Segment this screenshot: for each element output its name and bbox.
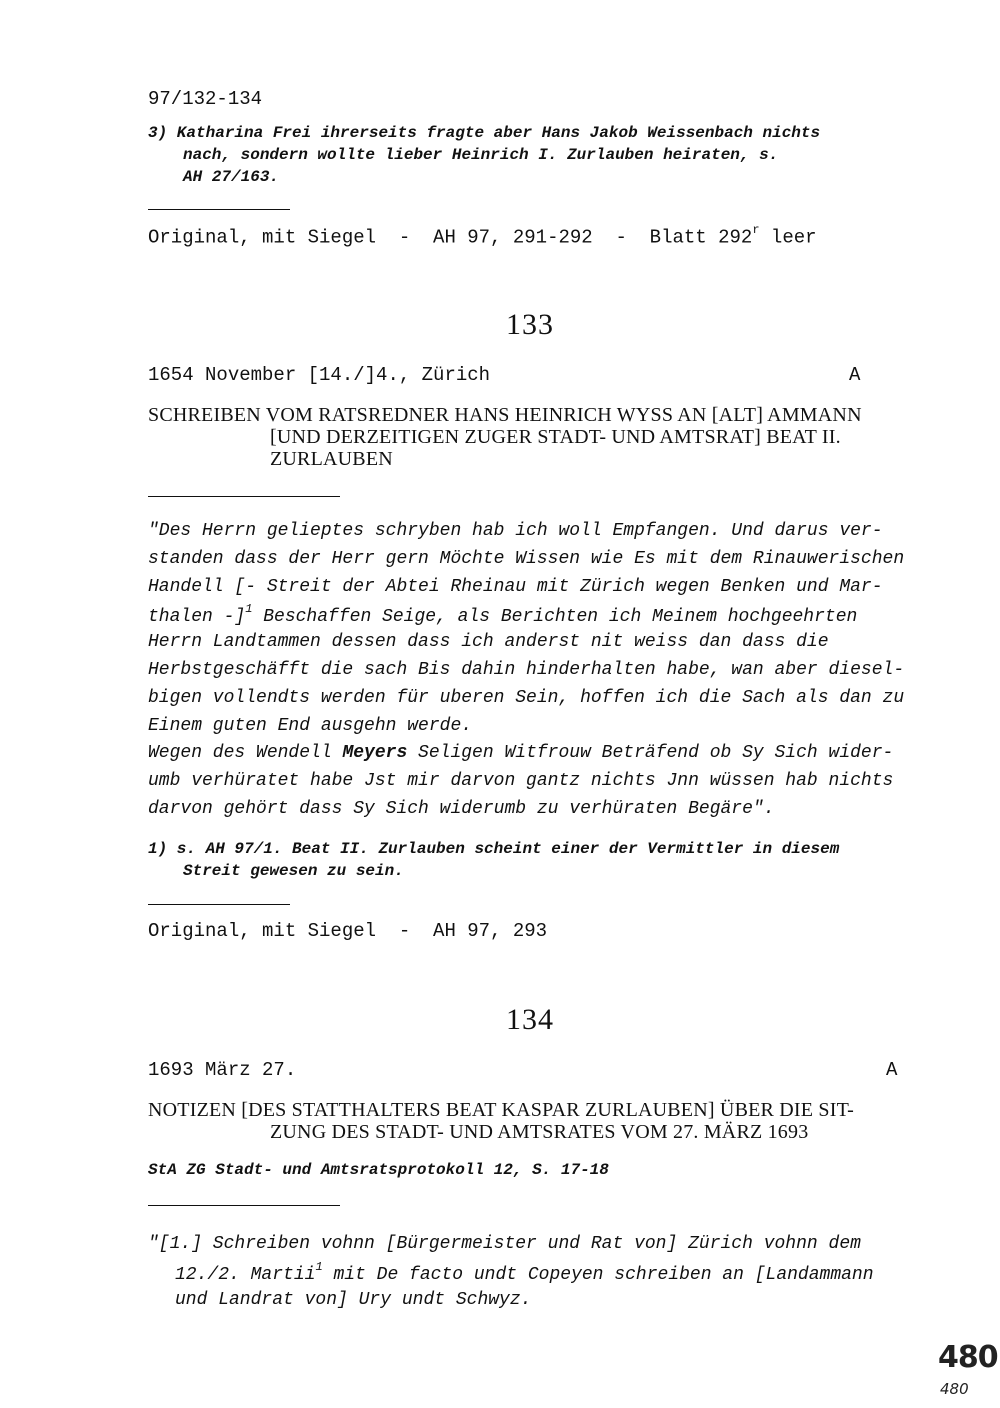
text-line: Herbstgeschäfft die sach Bis dahin hinderhalten habe, wan aber diesel- [148, 660, 905, 680]
text-line-bold: Meyers [342, 743, 408, 763]
text-line-part: mit De facto undt Copeyen schreiben an [Landammann [322, 1265, 874, 1285]
archival-source: StA ZG Stadt- und Amtsratsprotokoll 12, S. 17-18 [148, 1161, 609, 1179]
source-note-132-suffix: leer [759, 226, 817, 249]
separator-rule [148, 496, 340, 497]
document-date: 1693 März 27. [148, 1059, 297, 1081]
handwritten-page-number-small: 480 [940, 1380, 969, 1398]
source-note-132-sup: r [752, 223, 760, 237]
text-line-part: Seligen Witfrouw Beträfend ob Sy Sich wider- [407, 743, 894, 763]
separator-rule [148, 1205, 340, 1206]
text-line-part: 12./2. Martii [175, 1265, 316, 1285]
text-line: und Landrat von] Ury undt Schwyz. [175, 1290, 532, 1310]
source-note-132 [148, 225, 817, 248]
text-line: "Des Herrn gelieptes schryben hab ich woll Empfangen. Und darus ver- [148, 521, 883, 541]
footnote-ref: 1 [245, 602, 253, 616]
separator-rule [148, 904, 290, 905]
text-line: Einem guten End ausgehn werde. [148, 716, 473, 736]
footnote-3-line3: AH 27/163. [183, 168, 280, 186]
document-title-line1: SCHREIBEN VOM RATSREDNER HANS HEINRICH WYSS AN [ALT] AMMANN [148, 404, 862, 426]
document-date-place: 1654 November [14./]4., Zürich [148, 364, 491, 386]
text-line [175, 1262, 874, 1285]
document-title-line2: [UND DERZEITIGEN ZUGER STADT- UND AMTSRAT] BEAT II. [270, 426, 841, 448]
separator-rule [148, 209, 290, 210]
document-marker: A [849, 364, 861, 386]
source-note-132-text: Original, mit Siegel - AH 97, 291-292 - Blatt 292 [148, 226, 753, 249]
document-title-line2: ZUNG DES STADT- UND AMTSRATES VOM 27. MÄRZ 1693 [270, 1121, 809, 1143]
document-number-133: 133 [506, 308, 554, 341]
document-title-line1: NOTIZEN [DES STATTHALTERS BEAT KASPAR ZURLAUBEN] ÜBER DIE SIT- [148, 1099, 855, 1121]
text-line [148, 604, 857, 627]
footnote-1-line1: 1) s. AH 97/1. Beat II. Zurlauben scheint einer der Vermittler in diesem [148, 840, 840, 858]
handwritten-page-number: 480 [938, 1340, 998, 1375]
text-line: standen dass der Herr gern Möchte Wissen wie Es mit dem Rinauwerischen [148, 549, 905, 569]
text-line: bigen vollendts werden für uberen Sein, hoffen ich die Sach als dan zu [148, 688, 905, 708]
document-marker: A [886, 1059, 898, 1081]
footnote-3-line1: 3) Katharina Frei ihrerseits fragte aber Hans Jakob Weissenbach nichts [148, 124, 821, 142]
text-line-part: Wegen des Wendell [148, 743, 343, 763]
text-line-part: Beschaffen Seige, als Berichten ich Meinem hochgeehrten [252, 607, 858, 627]
text-line: Handell [- Streit der Abtei Rheinau mit Zürich wegen Benken und Mar- [148, 577, 883, 597]
text-line: umb verhüratet habe Jst mir darvon gantz nichts Jnn wüssen hab nichts [148, 771, 894, 791]
text-line: "[1.] Schreiben vohnn [Bürgermeister und Rat von] Zürich vohnn dem [148, 1234, 861, 1254]
document-number-134: 134 [506, 1003, 554, 1036]
text-line [148, 743, 893, 763]
footnote-ref: 1 [315, 1260, 323, 1274]
page-reference: 97/132-134 [148, 88, 263, 110]
text-line: Herrn Landtammen dessen dass ich anderst nit weiss dan dass die [148, 632, 829, 652]
footnote-1-line2: Streit gewesen zu sein. [183, 862, 404, 880]
document-title-line3: ZURLAUBEN [270, 448, 393, 470]
text-line-part: thalen -] [148, 607, 246, 627]
footnote-3-line2: nach, sondern wollte lieber Heinrich I. Zurlauben heiraten, s. [183, 146, 779, 164]
source-note-133: Original, mit Siegel - AH 97, 293 [148, 920, 548, 942]
text-line: darvon gehört dass Sy Sich widerumb zu verhüraten Begäre". [148, 799, 775, 819]
